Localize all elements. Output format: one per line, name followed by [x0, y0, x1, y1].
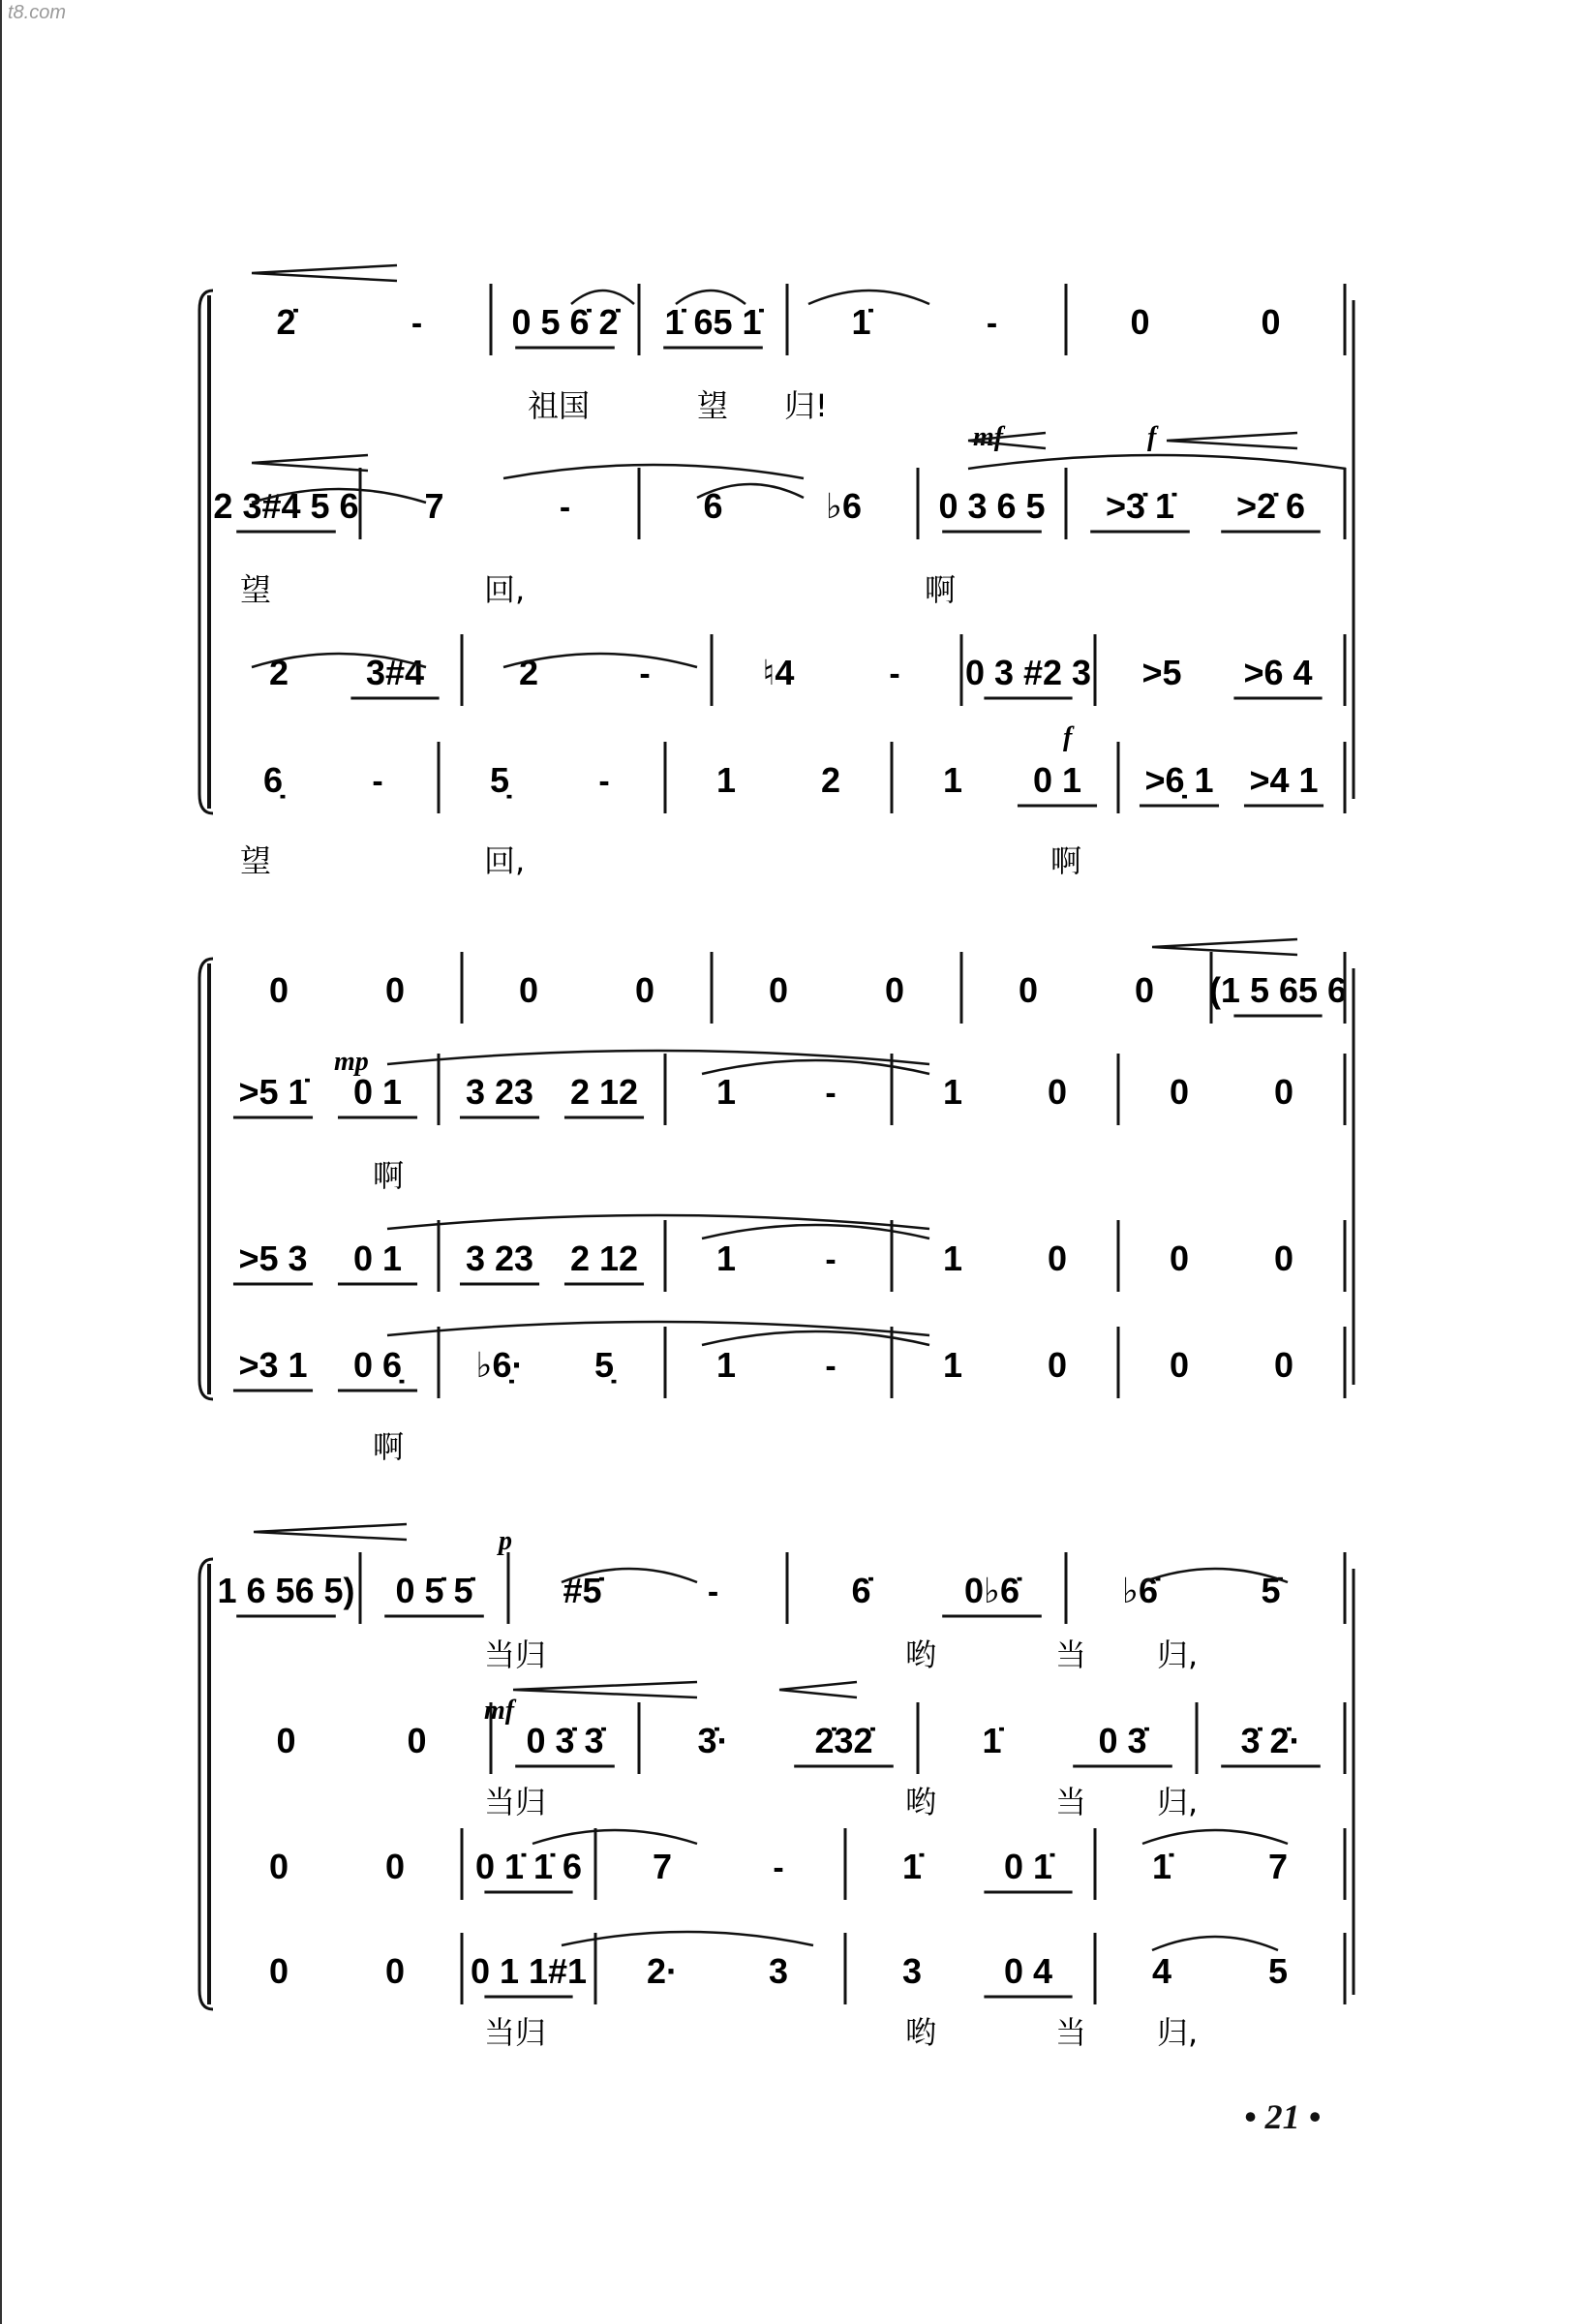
note-group: 0 [1273, 1345, 1294, 1385]
sustain-dash: - [639, 656, 651, 692]
note-group: 0 [1273, 1238, 1294, 1278]
sustain-dash: - [889, 656, 900, 692]
note-group: 0 [518, 970, 539, 1010]
note-group: 7 [1267, 1847, 1289, 1886]
note-group: 0 [1169, 1345, 1190, 1385]
note-group: 0 [384, 970, 406, 1010]
note-group: 0 [768, 970, 789, 1010]
note-group: 0 3 #2 3 [964, 653, 1092, 692]
sustain-dash: - [825, 1241, 837, 1278]
lyric-text: 当 [1055, 1784, 1087, 1820]
note-group: ♭6̇ [1121, 1571, 1159, 1610]
note-group: 2 [518, 653, 539, 692]
sustain-dash: - [825, 1348, 837, 1385]
lyric-text: 归! [784, 387, 828, 424]
note-group: ♭6̣· [475, 1345, 524, 1385]
note-group: 1̇ [851, 302, 871, 342]
note-group: 2̇ [276, 302, 296, 342]
note-group: >5 3 [238, 1238, 308, 1278]
slur-tie [968, 455, 1346, 469]
note-group: 1 6 56 5) [217, 1571, 355, 1610]
note-group: 5̣ [489, 760, 510, 800]
note-group: 0 1̇ [1003, 1847, 1053, 1886]
note-group: 0 [1134, 970, 1155, 1010]
slur-tie [532, 1830, 697, 1844]
note-group: >5 [1141, 653, 1182, 692]
lyric-text: 归, [1157, 1636, 1199, 1673]
note-group: 3#4 [365, 653, 425, 692]
lyric-text: 啊 [925, 571, 957, 608]
note-group: 5̇ [1261, 1571, 1281, 1610]
note-group: 0 1̇ 1̇ 6 [474, 1847, 583, 1886]
crescendo-hairpin [1152, 939, 1297, 955]
note-group: (1 5 65 6 [1208, 970, 1348, 1010]
sustain-dash: - [598, 763, 610, 800]
note-group: 2 [820, 760, 841, 800]
note-group: 1̇ [901, 1847, 923, 1886]
sustain-dash: - [411, 305, 423, 342]
note-group: 0 [1261, 302, 1281, 342]
lyric-text: 望 [240, 842, 272, 879]
decrescendo-hairpin [779, 1682, 857, 1697]
dynamic-marking: mf [484, 1696, 515, 1726]
dynamic-marking: mp [334, 1047, 369, 1077]
lyric-text: 当 [1055, 1636, 1087, 1673]
note-group: 5 [1267, 1951, 1289, 1991]
lyric-text: 哟 [905, 1784, 937, 1820]
sustain-dash: - [825, 1075, 837, 1112]
dynamic-marking: p [499, 1526, 512, 1556]
note-group: 2 3#4 5 6 [213, 486, 359, 526]
note-group: >4 1 [1249, 760, 1319, 800]
note-group: 2 [268, 653, 289, 692]
note-group: 2 12 [569, 1238, 639, 1278]
note-group: 0 5 6̇ 2̇ [511, 302, 619, 342]
note-group: 0 [268, 970, 289, 1010]
sustain-dash: - [707, 1574, 719, 1610]
note-group: 3 [768, 1951, 789, 1991]
page-number: • 21 • [1244, 2097, 1322, 2136]
note-group: 1 [715, 760, 737, 800]
note-group: 3 23 [465, 1238, 534, 1278]
lyric-text: 当归 [484, 2014, 547, 2051]
note-group: 0 [1047, 1238, 1068, 1278]
slur-tie [702, 1060, 929, 1074]
lyric-text: 当归 [484, 1784, 547, 1820]
note-group: 0 [268, 1951, 289, 1991]
note-group: 3 23 [465, 1072, 534, 1112]
note-group: >6 4 [1243, 653, 1313, 692]
note-group: 1 [942, 1238, 963, 1278]
note-group: 0 5̇ 5̇ [395, 1571, 473, 1610]
note-group: 0 [1273, 1072, 1294, 1112]
note-group: 6 [703, 486, 723, 526]
crescendo-hairpin [513, 1682, 697, 1697]
note-group: 0 1 [352, 1072, 403, 1112]
note-group: 3̇· [697, 1721, 729, 1760]
lyric-text: 哟 [905, 2014, 937, 2051]
note-group: 0 [407, 1721, 427, 1760]
note-group: 0 3 6 5 [938, 486, 1046, 526]
note-group: >3 1 [238, 1345, 308, 1385]
note-group: 0♭6̇ [963, 1571, 1020, 1610]
note-group: 4 [1151, 1951, 1172, 1991]
note-group: 0 [1169, 1238, 1190, 1278]
note-group: 0 3̇ [1098, 1721, 1147, 1760]
note-group: 1 [715, 1345, 737, 1385]
note-group: 3 [901, 1951, 923, 1991]
lyric-text: 祖国 [528, 387, 591, 424]
lyric-text: 归, [1157, 2014, 1199, 2051]
lyric-text: 望 [240, 571, 272, 608]
note-group: 2 12 [569, 1072, 639, 1112]
lyric-text: 啊 [1050, 842, 1082, 879]
note-group: 0 1 [352, 1238, 403, 1278]
note-group: 1 [942, 1072, 963, 1112]
sustain-dash: - [773, 1850, 784, 1886]
note-group: ♮4 [762, 653, 795, 692]
note-group: 7 [424, 486, 444, 526]
slur-tie [562, 1932, 813, 1945]
note-group: 1̇ [1151, 1847, 1172, 1886]
note-group: >5 1̇ [238, 1072, 308, 1112]
note-group: 0 [1047, 1072, 1068, 1112]
note-group: 0 [1018, 970, 1039, 1010]
note-group: 1 [715, 1238, 737, 1278]
note-group: 2̇32̇ [814, 1721, 873, 1760]
note-group: #5̇ [563, 1571, 602, 1610]
note-group: 1 [942, 1345, 963, 1385]
dynamic-marking: mf [973, 422, 1004, 452]
slur-tie [503, 465, 804, 478]
note-group: >3̇ 1̇ [1105, 486, 1175, 526]
watermark: t8.com [8, 2, 67, 23]
lyric-text: 当 [1055, 2014, 1087, 2051]
crescendo-hairpin [252, 265, 397, 281]
note-group: 0 1 [1032, 760, 1082, 800]
slur-tie [702, 1331, 929, 1345]
note-group: >2̇ 6 [1235, 486, 1306, 526]
note-group: 3̇ 2̇· [1240, 1721, 1301, 1760]
lyric-text: 当归 [484, 1636, 547, 1673]
slur-tie [1152, 1937, 1278, 1950]
sustain-dash: - [986, 305, 998, 342]
lyric-text: 归, [1157, 1784, 1199, 1820]
lyric-text: 啊 [373, 1428, 405, 1465]
note-group: 1̇ 65 1̇ [664, 302, 762, 342]
note-group: 0 [384, 1951, 406, 1991]
crescendo-hairpin [252, 455, 368, 471]
sustain-dash: - [559, 489, 571, 526]
note-group: 0 3̇ 3̇ [526, 1721, 604, 1760]
note-group: 6̇ [851, 1571, 871, 1610]
note-group: 0 [1047, 1345, 1068, 1385]
decrescendo-hairpin [1167, 433, 1297, 448]
lyric-text: 啊 [373, 1157, 405, 1194]
note-group: 1 [942, 760, 963, 800]
note-group: 0 [1130, 302, 1150, 342]
note-group: 0 1 1#1 [470, 1951, 588, 1991]
slur-tie [702, 1225, 929, 1238]
note-group: 2· [646, 1951, 679, 1991]
note-group: 1̇ [982, 1721, 1002, 1760]
note-group: >6̣ 1 [1144, 760, 1214, 800]
note-group: 0 6̣ [352, 1345, 403, 1385]
note-group: 7 [652, 1847, 673, 1886]
note-group: 1 [715, 1072, 737, 1112]
sustain-dash: - [372, 763, 383, 800]
note-group: 0 [268, 1847, 289, 1886]
note-group: 0 [634, 970, 655, 1010]
lyric-text: 望 [697, 387, 729, 424]
note-group: 5̣ [593, 1345, 615, 1385]
note-group: 0 4 [1003, 1951, 1053, 1991]
note-group: 6̣ [262, 760, 284, 800]
note-group: ♭6 [825, 486, 863, 526]
decrescendo-hairpin [254, 1524, 407, 1540]
dynamic-marking: f [1147, 422, 1157, 452]
lyric-text: 回, [484, 842, 526, 879]
note-group: 0 [276, 1721, 296, 1760]
note-group: 0 [1169, 1072, 1190, 1112]
dynamic-marking: f [1063, 722, 1073, 752]
lyric-text: 哟 [905, 1636, 937, 1673]
note-group: 0 [384, 1847, 406, 1886]
note-group: 0 [884, 970, 905, 1010]
slur-tie [1142, 1830, 1288, 1844]
lyric-text: 回, [484, 571, 526, 608]
